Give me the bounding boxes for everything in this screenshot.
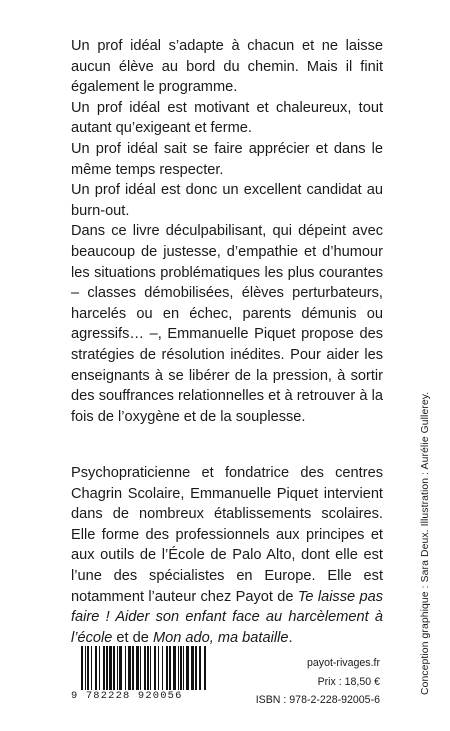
bio-connector: et de bbox=[112, 629, 153, 646]
blurb bbox=[71, 36, 383, 427]
author-bio-paragraph bbox=[71, 463, 383, 648]
bio-end: . bbox=[288, 629, 293, 646]
author-bio bbox=[71, 463, 383, 648]
blurb-paragraph-4: Un prof idéal est donc un excellent candidat au burn-out. bbox=[71, 182, 383, 219]
blurb-paragraph-5: Dans ce livre déculpabilisant, qui dépeint avec beaucoup de justesse, d’empathie et d’humour les situations problématiques les plus courantes – classes démobilisées, élèves perturbateurs, harcelés ou en échec, parents démunis ou agressifs… –, Emmanuelle Piquet propose des stratégies de résolution inédites. Pour aider les enseignants à se libérer de la pression, à sortir des souffrances relationnelles et à retrouver à la fois de l’oxygène et de la souplesse. bbox=[71, 223, 383, 425]
design-credits: Conception graphique : Sara Deux. Illustration : Aurélie Gullerey. bbox=[420, 391, 431, 695]
barcode bbox=[71, 646, 209, 702]
publisher-website: payot-rivages.fr bbox=[306, 657, 380, 669]
book-title-1: Te laisse pas faire ! Aider son enfant face au harcèlement à l’école bbox=[71, 588, 383, 646]
publisher-info bbox=[256, 654, 380, 710]
blurb-paragraph-2: Un prof idéal est motivant et chaleureux, tout autant qu’exigeant et ferme. bbox=[71, 99, 383, 137]
barcode-bars bbox=[71, 646, 209, 692]
blurb-paragraph-1: Un prof idéal s’adapte à chacun et ne laisse aucun élève au bord du chemin. Mais il finit également le programme. bbox=[71, 38, 383, 96]
blurb-paragraph-3: Un prof idéal sait se faire apprécier et dans le même temps respecter. bbox=[71, 140, 383, 178]
price: Prix : 18,50 € bbox=[317, 675, 380, 688]
isbn: ISBN : 978-2-228-92005-6 bbox=[255, 694, 380, 706]
book-title-2: Mon ado, ma bataille bbox=[152, 629, 289, 646]
barcode-digits: 9 782228 920056 bbox=[71, 690, 183, 702]
bio-intro: Psychopraticienne et fondatrice des centres Chagrin Scolaire, Emmanuelle Piquet intervient dans de nombreux établissements scolaires. Elle forme des professionnels aux principes et aux outils de l’École de Palo Alto, dont elle est l’une des spécialistes en Europe. Elle est notamment l’auteur chez Payot de bbox=[71, 465, 383, 605]
